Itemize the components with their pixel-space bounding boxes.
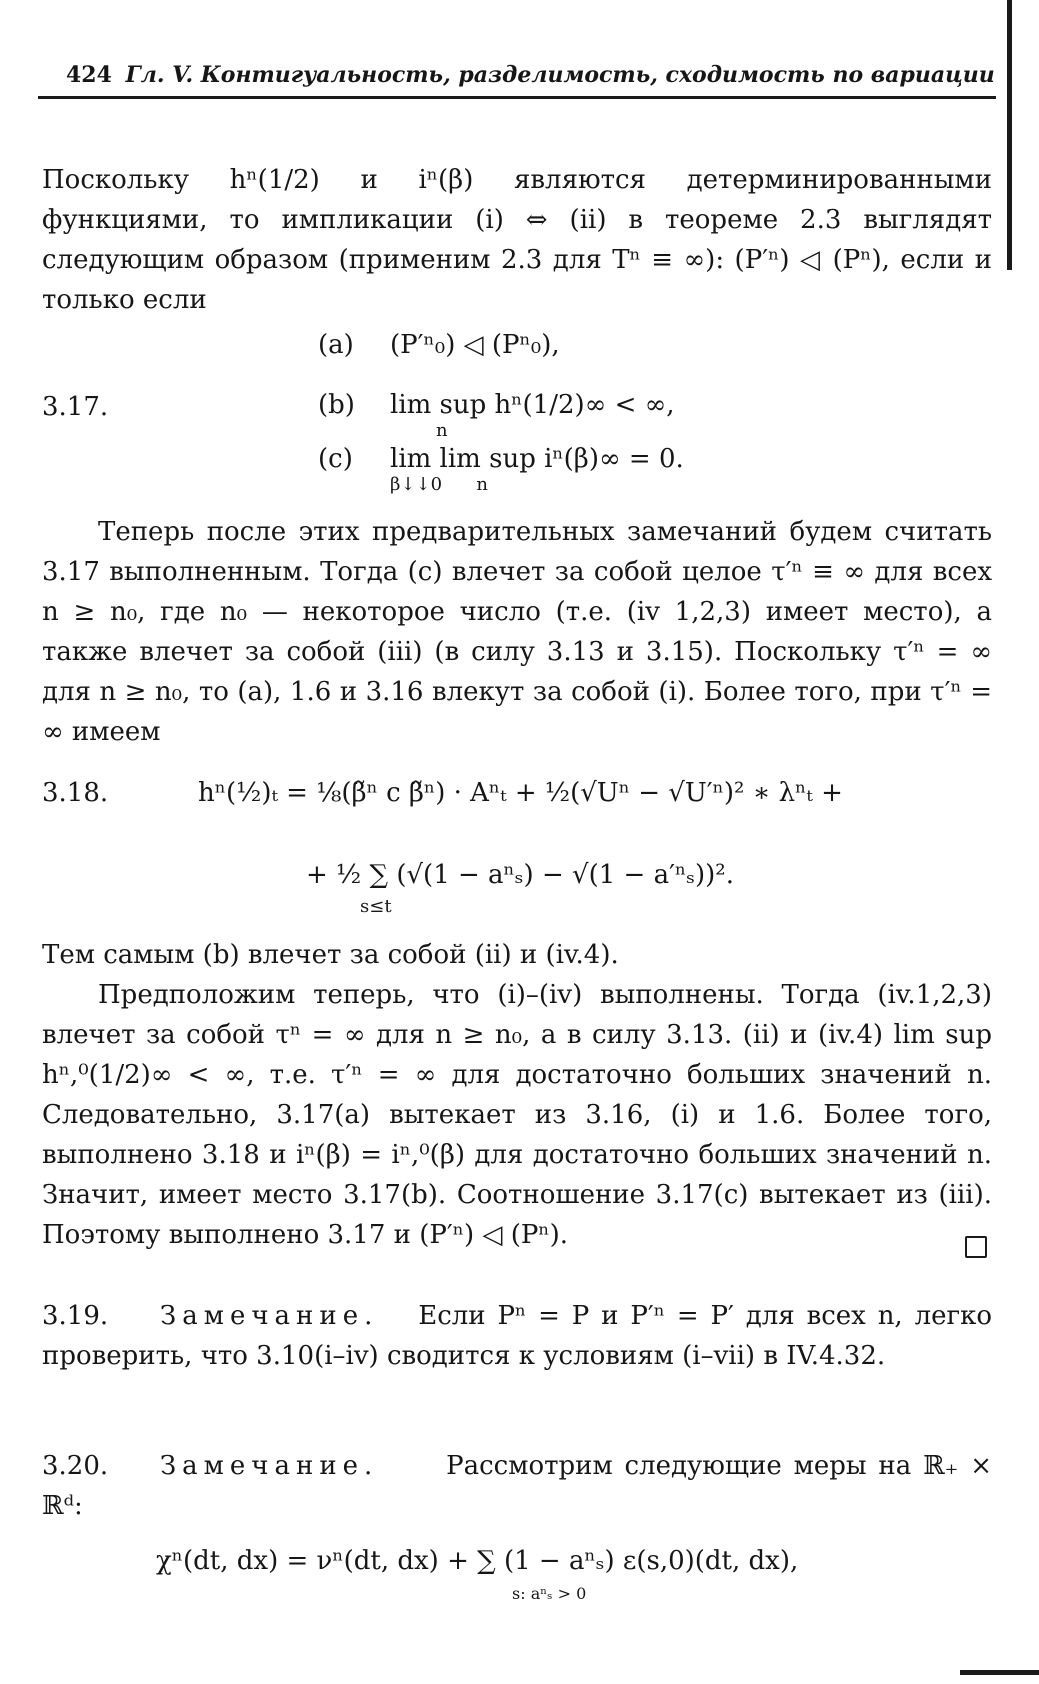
paragraph-2: Теперь после этих предварительных замечаний будем считать 3.17 выполненным. Тогда (c) влечет за собой целое τ′ⁿ ≡ ∞ для всех n ≥ n₀, где n₀ — некоторое число (т.е. (iv 1,2,3) имеет место), а также влечет за собой (iii) (в силу 3.13 и 3.15). Поскольку τ′ⁿ = ∞ для n ≥ n₀, то (a), 1.6 и 3.16 влекут за собой (i). Более того, при τ′ⁿ = ∞ имеем <box>42 517 992 747</box>
eq-3-17-b: lim sup hⁿ(1/2)∞ < ∞, <box>390 390 675 420</box>
paragraph-1: Поскольку hⁿ(1/2) и iⁿ(β) являются детерминированными функциями, то импликации (i) ⇔ (ii) в теореме 2.3 выглядят следующим образом (применим 2.3 для Tⁿ ≡ ∞): (P′ⁿ) ◁ (Pⁿ), если и только если <box>42 165 992 315</box>
page-number: 424 <box>66 62 112 88</box>
remark-3-20-text: Рассмотрим следующие меры на ℝ₊ × ℝᵈ: <box>42 1451 993 1521</box>
eq-3-18-line-1: hⁿ(½)ₜ = ⅛(β̃ⁿ c β̃ⁿ) · Aⁿₜ + ½(√Uⁿ − √U′ⁿ)² ∗ λⁿₜ + <box>198 778 843 808</box>
eq-3-20-subscript: s: aⁿₛ > 0 <box>512 1584 587 1603</box>
eq-3-17-c-label: (c) <box>318 444 353 474</box>
running-title: Гл. V. Контигуальность, разделимость, сходимость по вариации <box>125 62 995 88</box>
remark-3-19-text: Если Pⁿ = P и P′ⁿ = P′ для всех n, легко проверить, что 3.10(i–iv) сводится к условиям (i–vii) в IV.4.32. <box>42 1301 993 1371</box>
remark-3-19 <box>42 1296 992 1376</box>
eq-3-18-subscript: s≤t <box>360 896 392 917</box>
remark-3-20 <box>42 1446 992 1526</box>
eq-3-20: χⁿ(dt, dx) = νⁿ(dt, dx) + ∑ (1 − aⁿₛ) ε(s,0)(dt, dx), <box>156 1546 799 1576</box>
remark-3-19-label: 3.19. <box>42 1301 109 1331</box>
qed-box-icon <box>965 1236 987 1258</box>
equation-number-3-17: 3.17. <box>42 392 109 422</box>
eq-3-17-c: lim lim sup iⁿ(β)∞ = 0. <box>390 444 684 474</box>
remark-3-19-word: Замечание. <box>160 1301 379 1331</box>
page-edge-mark <box>1007 0 1012 270</box>
eq-3-18-line-2: + ½ ∑ (√(1 − aⁿₛ) − √(1 − a′ⁿₛ))². <box>306 860 734 890</box>
running-header <box>66 62 995 88</box>
eq-3-17-c-subscript: β↓↓0 n <box>390 474 488 495</box>
paragraph-3: Тем самым (b) влечет за собой (ii) и (iv.4). <box>42 940 619 970</box>
eq-3-17-b-label: (b) <box>318 390 355 420</box>
eq-3-17-b-subscript: n <box>436 420 448 441</box>
equation-number-3-18: 3.18. <box>42 778 109 808</box>
header-rule <box>38 96 996 99</box>
remark-3-20-word: Замечание. <box>159 1451 379 1481</box>
paragraph-4: Предположим теперь, что (i)–(iv) выполнены. Тогда (iv.1,2,3) влечет за собой τⁿ = ∞ для n ≥ n₀, а в силу 3.13. (ii) и (iv.4) lim sup hⁿ,⁰(1/2)∞ < ∞, т.е. τ′ⁿ = ∞ для достаточно больших значений n. Следовательно, 3.17(a) вытекает из 3.16, (i) и 1.6. Более того, выполнено 3.18 и iⁿ(β) = iⁿ,⁰(β) для достаточно больших значений n. Значит, имеет место 3.17(b). Соотношение 3.17(c) вытекает из (iii). Поэтому выполнено 3.17 и (P′ⁿ) ◁ (Pⁿ). <box>42 980 992 1250</box>
eq-3-17-a-label: (a) <box>318 330 354 360</box>
remark-3-20-label: 3.20. <box>42 1451 109 1481</box>
eq-3-17-a: (P′ⁿ₀) ◁ (Pⁿ₀), <box>390 330 560 360</box>
footer-edge-mark <box>960 1670 1039 1675</box>
